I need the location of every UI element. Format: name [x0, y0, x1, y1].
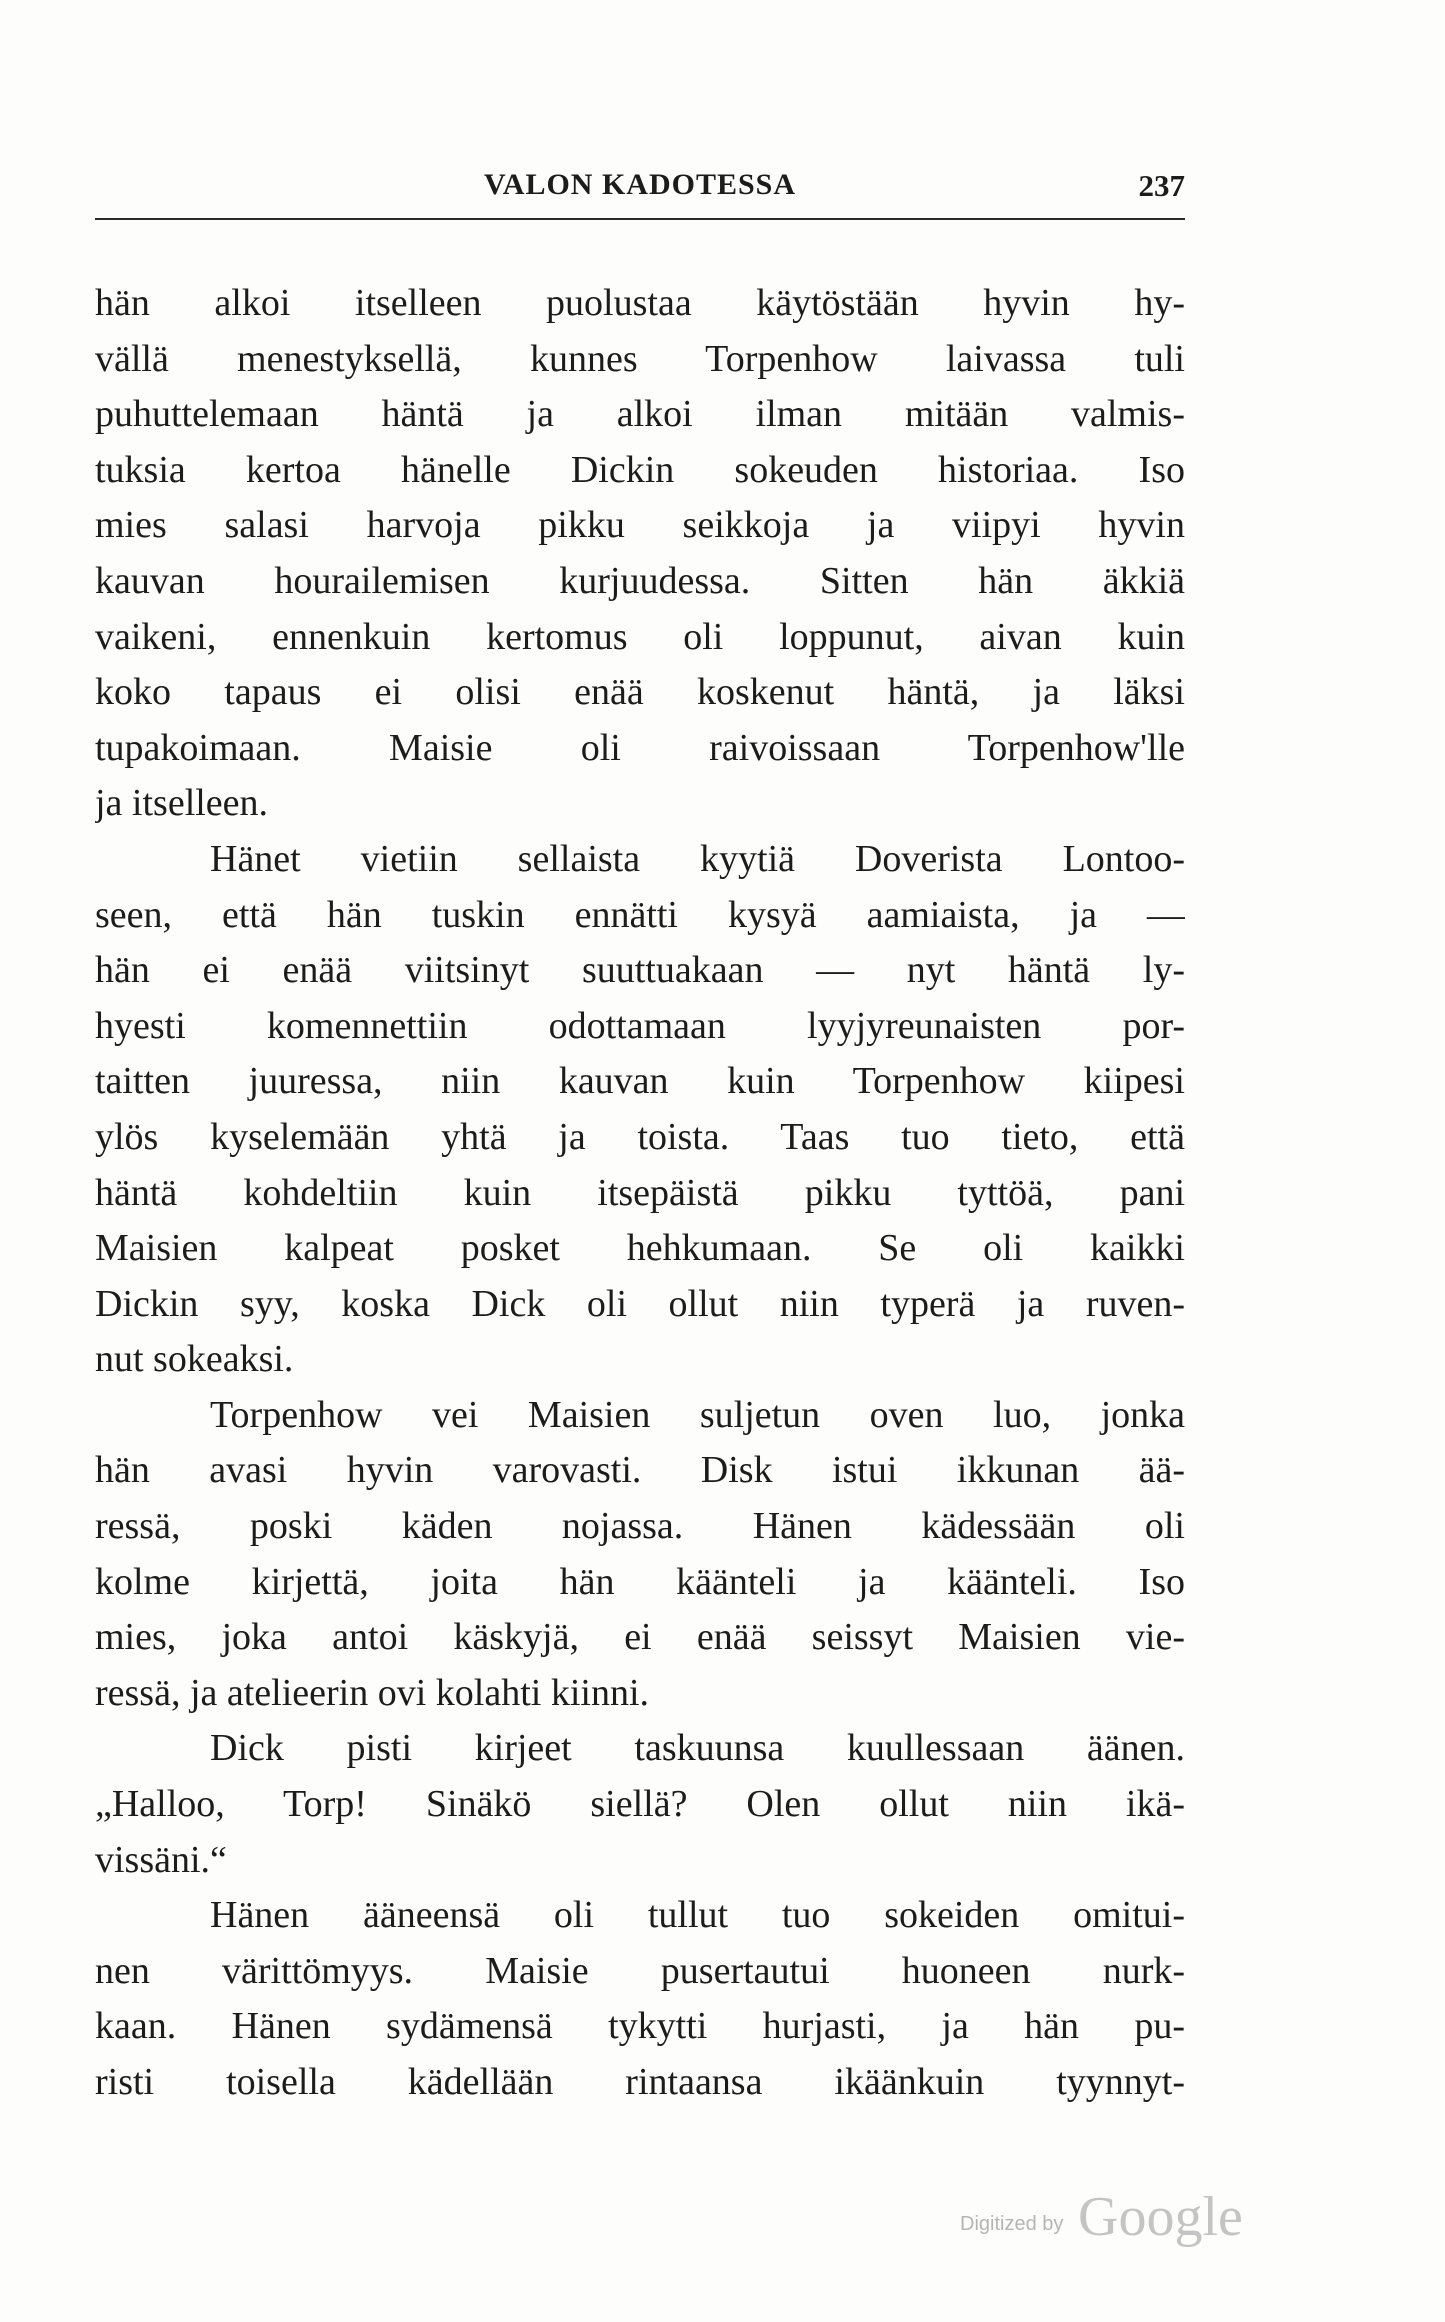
text-line: ja itselleen.: [95, 782, 269, 825]
text-line: puhuttelemaan häntä ja alkoi ilman mitään valmis-: [95, 393, 1185, 436]
text-line: tupakoimaan. Maisie oli raivoissaan Torpenhow'lle: [95, 726, 1185, 769]
text-line: ylös kyselemään yhtä ja toista. Taas tuo tieto, että: [95, 1115, 1185, 1158]
running-title: VALON KADOTESSA: [483, 168, 797, 201]
text-line: hyesti komennettiin odottamaan lyyjyreunaisten por-: [95, 1004, 1185, 1047]
text-line: mies, joka antoi käskyjä, ei enää seissyt Maisien vie-: [95, 1616, 1185, 1659]
text-line: Dickin syy, koska Dick oli ollut niin typerä ja ruven-: [95, 1282, 1185, 1325]
text-line: häntä kohdeltiin kuin itsepäistä pikku tyttöä, pani: [95, 1171, 1185, 1214]
text-line: hän ei enää viitsinyt suuttuakaan — nyt häntä ly-: [95, 949, 1185, 992]
text-line: ressä, poski käden nojassa. Hänen kädessään oli: [95, 1505, 1185, 1548]
text-line: tuksia kertoa hänelle Dickin sokeuden historiaa. Iso: [95, 448, 1185, 491]
text-line: Hänet vietiin sellaista kyytiä Doverista Lontoo-: [210, 837, 1185, 880]
google-logo: Google: [1078, 2186, 1243, 2248]
text-line: taitten juuressa, niin kauvan kuin Torpenhow kiipesi: [95, 1060, 1185, 1103]
text-line: vaikeni, ennenkuin kertomus oli loppunut, aivan kuin: [95, 615, 1185, 658]
text-line: koko tapaus ei olisi enää koskenut häntä, ja läksi: [95, 671, 1185, 714]
text-line: vissäni.“: [95, 1838, 227, 1881]
text-line: Dick pisti kirjeet taskuunsa kuullessaan äänen.: [210, 1727, 1185, 1770]
text-line: risti toisella kädellään rintaansa ikäänkuin tyynnyt-: [95, 2061, 1185, 2103]
text-line: Torpenhow vei Maisien suljetun oven luo, jonka: [210, 1393, 1185, 1436]
page-number: 237: [1138, 168, 1185, 203]
text-line: kaan. Hänen sydämensä tykytti hurjasti, ja hän pu-: [95, 2005, 1185, 2048]
body-text: [95, 276, 1185, 2111]
text-line: ressä, ja atelieerin ovi kolahti kiinni.: [95, 1671, 650, 1714]
text-line: nut sokeaksi.: [95, 1338, 294, 1381]
digitized-watermark: [960, 2185, 1260, 2255]
text-line: kauvan hourailemisen kurjuudessa. Sitten hän äkkiä: [95, 559, 1185, 602]
text-line: seen, että hän tuskin ennätti kysyä aamiaista, ja —: [95, 893, 1185, 936]
watermark-caption: Digitized by: [960, 2213, 1064, 2235]
text-line: kolme kirjettä, joita hän käänteli ja käänteli. Iso: [95, 1560, 1185, 1603]
text-line: hän avasi hyvin varovasti. Disk istui ikkunan ää-: [95, 1449, 1185, 1492]
text-line: Maisien kalpeat posket hehkumaan. Se oli kaikki: [95, 1227, 1185, 1270]
text-line: Hänen ääneensä oli tullut tuo sokeiden omitui-: [210, 1894, 1185, 1937]
text-line: mies salasi harvoja pikku seikkoja ja viipyi hyvin: [95, 504, 1185, 547]
text-line: hän alkoi itselleen puolustaa käytöstään hyvin hy-: [95, 282, 1185, 324]
text-line: „Halloo, Torp! Sinäkö siellä? Olen ollut niin ikä-: [95, 1783, 1185, 1826]
page-header: [95, 168, 1185, 220]
text-line: vällä menestyksellä, kunnes Torpenhow laivassa tuli: [95, 337, 1185, 380]
text-line: nen värittömyys. Maisie pusertautui huoneen nurk-: [95, 1949, 1185, 1992]
